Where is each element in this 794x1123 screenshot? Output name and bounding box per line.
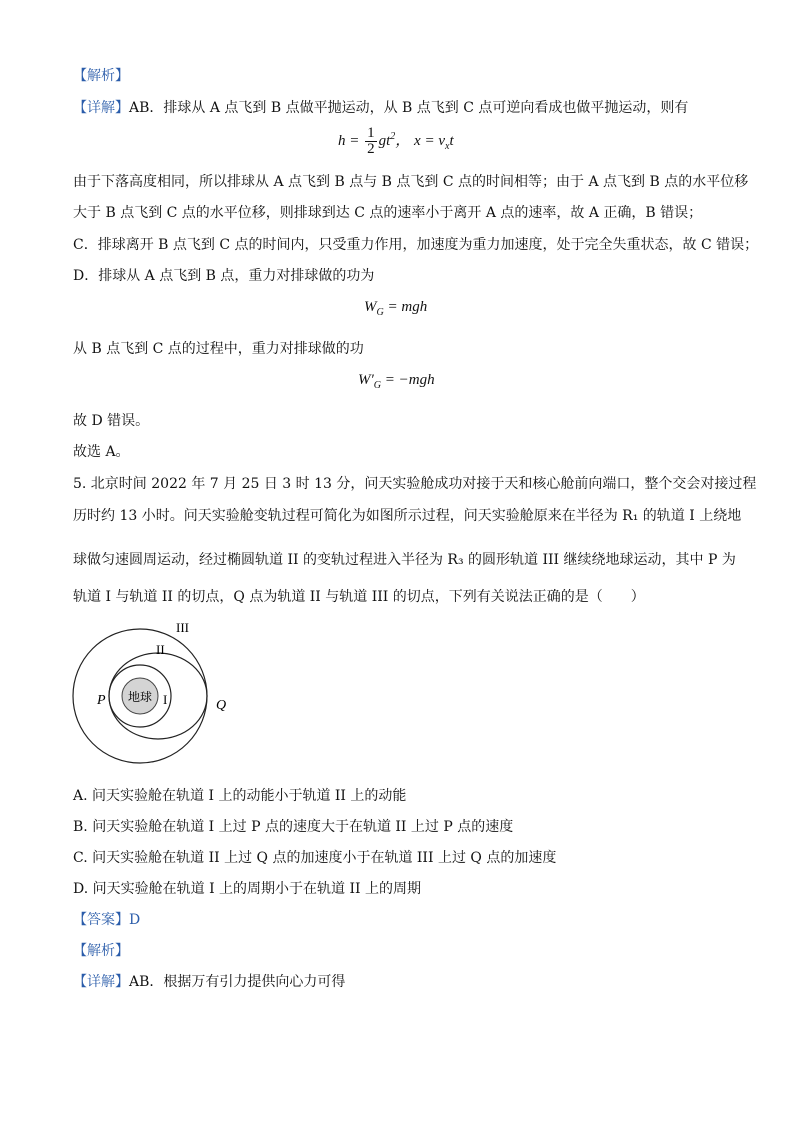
point-p-label: P: [97, 693, 106, 708]
eq3-w: W′: [358, 372, 374, 388]
paragraph-line: D．排球从 A 点飞到 B 点，重力对排球做的功为: [73, 268, 375, 284]
eq2-w: W: [364, 299, 377, 315]
eq3-sub: G: [373, 380, 382, 391]
equation-3: [358, 372, 435, 391]
option-c: C. 问天实验舱在轨道 II 上过 Q 点的加速度小于在轨道 III 上过 Q 点的加速度: [73, 850, 557, 866]
eq1-num: 1: [367, 125, 375, 141]
paragraph-line: 大于 B 点飞到 C 点的水平位移，则排球到达 C 点的速率小于离开 A 点的速率，故 A 正确，B 错误；: [73, 205, 703, 221]
question-5-line: 历时约 13 小时。问天实验舱变轨过程可简化为如图所示过程，问天实验舱原来在半径为 R₁ 的轨道 I 上绕地: [73, 508, 742, 524]
eq1-x: ， x = v: [395, 132, 445, 149]
earth-label: 地球: [127, 690, 153, 704]
paragraph-line: 从 B 点飞到 C 点的过程中，重力对排球做的功: [73, 341, 364, 357]
paragraph-line: C．排球离开 B 点飞到 C 点的时间内，只受重力作用，加速度为重力加速度，处于完全失重状态，故 C 错误；: [73, 237, 759, 253]
analysis-heading-2: 【解析】: [73, 943, 129, 959]
detail-ab: [73, 98, 688, 118]
paragraph-line: 故 D 错误。: [73, 413, 150, 429]
paragraph-line: 由于下落高度相同，所以排球从 A 点飞到 B 点与 B 点飞到 C 点的时间相等；由于 A 点飞到 B 点的水平位移: [73, 174, 749, 190]
option-b: B. 问天实验舱在轨道 I 上过 P 点的速度大于在轨道 II 上过 P 点的速度: [73, 819, 514, 835]
eq1-gt: gt: [378, 132, 391, 149]
detail-ab-2: [73, 972, 345, 992]
question-5-line: 5. 北京时间 2022 年 7 月 25 日 3 时 13 分，问天实验舱成功对接于天和核心舱前向端口，整个交会对接过程: [73, 476, 757, 492]
question-5-line: 轨道 I 与轨道 II 的切点，Q 点为轨道 II 与轨道 III 的切点，下列有关说法正确的是（ ）: [73, 589, 645, 605]
orbit-i-label: I: [163, 692, 168, 707]
analysis-heading: 【解析】: [73, 68, 129, 84]
option-a: A. 问天实验舱在轨道 I 上的动能小于轨道 II 上的动能: [73, 788, 407, 804]
orbit-diagram: [70, 618, 250, 768]
eq2-rest: = mgh: [383, 299, 428, 315]
detail-ab-2-text: AB．根据万有引力提供向心力可得: [129, 974, 346, 990]
detail-tag-2: 【详解】: [73, 974, 129, 990]
eq3-rest: = −mgh: [381, 372, 435, 388]
eq1-den: 2: [367, 141, 375, 157]
orbit-ii-label: II: [156, 642, 165, 657]
detail-tag: 【详解】: [73, 100, 129, 116]
detail-ab-text: AB．排球从 A 点飞到 B 点做平抛运动，从 B 点飞到 C 点可逆向看成也做平抛运动，则有: [129, 100, 689, 116]
question-5-line: 球做匀速圆周运动，经过椭圆轨道 II 的变轨过程进入半径为 R₃ 的圆形轨道 III 继续绕地球运动，其中 P 为: [73, 552, 736, 568]
eq2-sub: G: [376, 307, 384, 318]
option-d: D. 问天实验舱在轨道 I 上的周期小于在轨道 II 上的周期: [73, 881, 422, 897]
orbit-iii-label: III: [176, 620, 189, 635]
eq1-fraction: [365, 126, 377, 157]
answer-label: 【答案】D: [73, 912, 141, 928]
eq1-h: h =: [338, 132, 360, 149]
point-q-label: Q: [216, 698, 227, 713]
eq1-sub: x: [445, 140, 450, 152]
eq1-sup: 2: [390, 130, 396, 142]
equation-2: [364, 299, 427, 318]
paragraph-line: 故选 A。: [73, 444, 130, 460]
eq1-t: t: [449, 132, 454, 149]
equation-1: [338, 126, 454, 157]
